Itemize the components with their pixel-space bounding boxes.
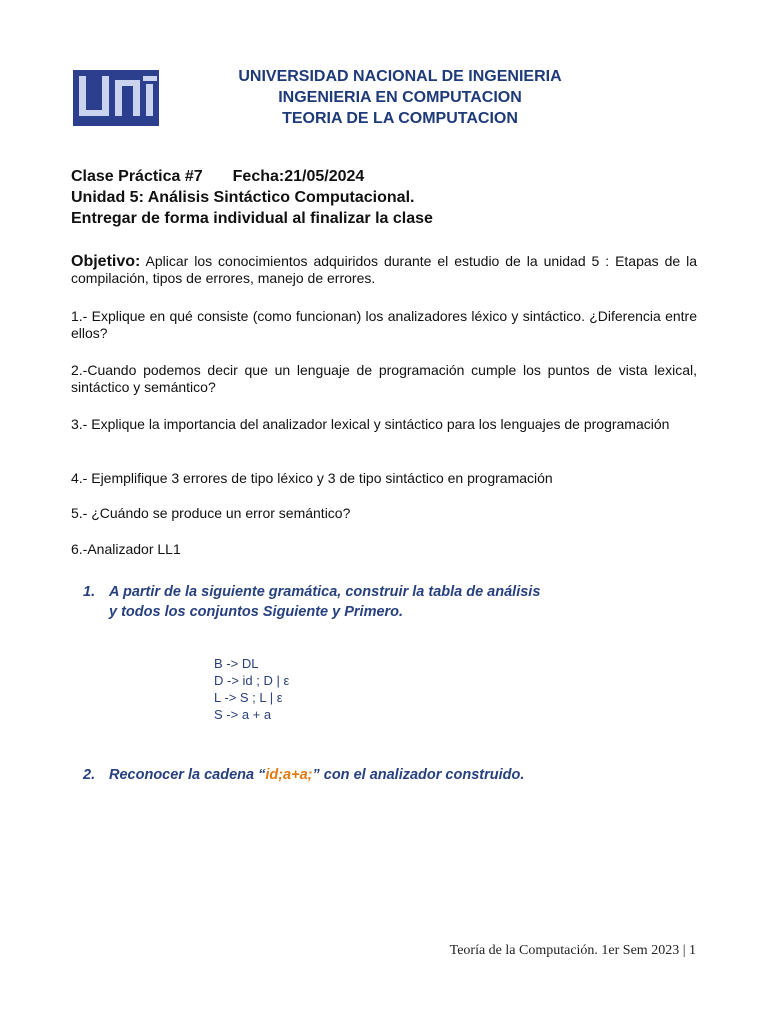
program-name: INGENIERIA EN COMPUTACION bbox=[278, 89, 522, 106]
university-name: UNIVERSIDAD NACIONAL DE INGENIERIA bbox=[238, 68, 562, 85]
course-name: TEORIA DE LA COMPUTACION bbox=[282, 110, 518, 127]
exercise-item-1: 1. A partir de la siguiente gramática, construir la tabla de análisis y todos los conjuntos Siguiente y Primero. bbox=[83, 584, 541, 620]
question-4: 4.- Ejemplifique 3 errores de tipo léxico y 3 de tipo sintáctico en programación bbox=[71, 470, 553, 486]
ll1-exercise bbox=[72, 577, 577, 795]
question-2: 2.-Cuando podemos decir que un lenguaje de programación cumple los puntos de vista lexical, sintáctico y semántico? bbox=[71, 362, 697, 395]
objective bbox=[71, 253, 697, 287]
class-date: Fecha:21/05/2024 bbox=[232, 168, 365, 185]
class-label: Clase Práctica #7 bbox=[71, 168, 203, 185]
class-info bbox=[71, 166, 711, 229]
university-header bbox=[180, 66, 620, 129]
objective-text: Aplicar los conocimientos adquiridos durante el estudio de la unidad 5 : Etapas de la compilación, tipos de errores, manejo de errores. bbox=[71, 253, 697, 286]
input-string: id;a+a; bbox=[265, 767, 313, 783]
question-3: 3.- Explique la importancia del analizador lexical y sintáctico para los lenguajes de programación bbox=[71, 416, 670, 432]
grammar-rule: S -> a + a bbox=[214, 707, 272, 722]
exercise-item-2: 2. Reconocer la cadena “id;a+a;” con el analizador construido. bbox=[83, 767, 525, 783]
grammar-rule: D -> id ; D | ε bbox=[214, 673, 290, 688]
grammar-rules bbox=[214, 655, 289, 723]
question-5: 5.- ¿Cuándo se produce un error semántico? bbox=[71, 505, 351, 521]
unit-title: Unidad 5: Análisis Sintáctico Computacional. bbox=[71, 189, 415, 206]
objective-label: Objetivo: bbox=[71, 253, 141, 270]
question-6: 6.-Analizador LL1 bbox=[71, 541, 181, 557]
delivery-note: Entregar de forma individual al finalizar la clase bbox=[71, 210, 433, 227]
grammar-rule: L -> S ; L | ε bbox=[214, 690, 283, 705]
page-footer: Teoría de la Computación. 1er Sem 2023 | 1 bbox=[449, 943, 696, 958]
university-logo bbox=[73, 70, 159, 126]
question-1: 1.- Explique en qué consiste (como funcionan) los analizadores léxico y sintáctico. ¿Diferencia entre ellos? bbox=[71, 308, 697, 341]
grammar-rule: B -> DL bbox=[214, 656, 259, 671]
